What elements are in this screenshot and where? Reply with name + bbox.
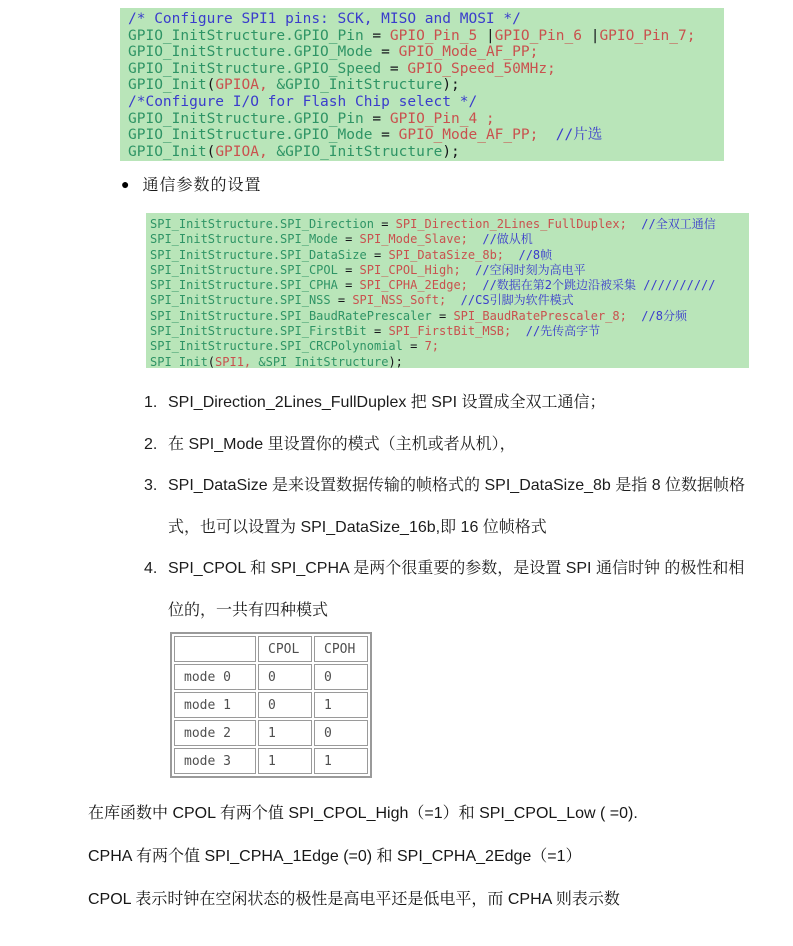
table-row [174, 692, 368, 718]
table-cell: 1 [258, 720, 312, 746]
list-item-text: SPI_CPOL 和 SPI_CPHA 是两个很重要的参数，是设置 SPI 通信时钟 的极性和相位的，一共有四种模式 [168, 560, 745, 619]
table-body [174, 664, 368, 774]
code-line: GPIO_InitStructure.GPIO_Mode = GPIO_Mode_AF_PP; [128, 44, 539, 61]
numbered-list [144, 382, 746, 632]
list-item-number: 3. [144, 477, 158, 495]
spi-code-block [146, 213, 749, 368]
code-line: GPIO_InitStructure.GPIO_Mode = GPIO_Mode_AF_PP; //片选 [128, 127, 603, 144]
code-line: SPI_InitStructure.SPI_Direction = SPI_Direction_2Lines_FullDuplex; //全双工通信 [150, 217, 716, 231]
bullet-icon: ● [121, 175, 130, 192]
list-item-text: SPI_DataSize 是来设置数据传输的帧格式的 SPI_DataSize_8b 是指 8 位数据帧格式，也可以设置为 SPI_DataSize_16b,即 16 位帧格式 [168, 477, 746, 536]
mode-table-wrap [170, 632, 372, 778]
list-item-number: 1. [144, 394, 158, 411]
table-cell: mode 2 [174, 720, 256, 746]
code-line: SPI_Init(SPI1, &SPI_InitStructure); [150, 354, 403, 368]
section-heading: 通信参数的设置 [142, 177, 262, 194]
list-item [144, 465, 746, 548]
table-cell: mode 3 [174, 748, 256, 774]
list-item [144, 382, 746, 424]
list-item [144, 548, 746, 631]
list-item-number: 2. [144, 435, 158, 453]
paragraph: CPOL 表示时钟在空闲状态的极性是高电平还是低电平，而 CPHA 则表示数 [88, 891, 620, 908]
code-line: SPI_InitStructure.SPI_FirstBit = SPI_FirstBit_MSB; //先传高字节 [150, 324, 601, 339]
table-cell: mode 0 [174, 664, 256, 690]
table-cell: 0 [314, 664, 368, 690]
list-item [144, 424, 746, 466]
code-line: GPIO_InitStructure.GPIO_Speed = GPIO_Speed_50MHz; [128, 60, 556, 77]
code-line: GPIO_Init(GPIOA, &GPIO_InitStructure); [128, 143, 460, 160]
code-line: /*Configure I/O for Flash Chip select */ [128, 93, 478, 110]
code-line: SPI_InitStructure.SPI_CPOL = SPI_CPOL_High; //空闲时刻为高电平 [150, 262, 586, 277]
code-line: GPIO_InitStructure.GPIO_Pin = GPIO_Pin_4 ; [128, 110, 495, 127]
table-cell: 1 [258, 748, 312, 774]
code-line: GPIO_Init(GPIOA, &GPIO_InitStructure); [128, 77, 460, 94]
list-item-text: 在 SPI_Mode 里设置你的模式（主机或者从机）， [168, 435, 516, 453]
table-row [174, 720, 368, 746]
table-header-cell: CPOL [258, 636, 312, 662]
table-cell: mode 1 [174, 692, 256, 718]
bottom-paragraphs [88, 792, 768, 921]
code-line: SPI_InitStructure.SPI_Mode = SPI_Mode_Slave; //做从机 [150, 232, 533, 247]
code-line: GPIO_InitStructure.GPIO_Pin = GPIO_Pin_5 |GPIO_Pin_6 |GPIO_Pin_7; [128, 27, 696, 44]
gpio-code-block [120, 8, 724, 161]
code-line: SPI_InitStructure.SPI_CPHA = SPI_CPHA_2Edge; //数据在第2个跳边沿被采集 ////////// [150, 278, 716, 293]
list-item-number: 4. [144, 560, 158, 578]
paragraph: 在库函数中 CPOL 有两个值 SPI_CPOL_High（=1）和 SPI_CPOL_Low ( =0). [88, 805, 638, 822]
code-line: SPI_InitStructure.SPI_BaudRatePrescaler = SPI_BaudRatePrescaler_8; //8分频 [150, 308, 687, 323]
table-cell: 0 [314, 720, 368, 746]
code-line: SPI_InitStructure.SPI_DataSize = SPI_DataSize_8b; //8帧 [150, 247, 553, 262]
table-header-cell [174, 636, 256, 662]
table-cell: 0 [258, 664, 312, 690]
code-line: SPI_InitStructure.SPI_NSS = SPI_NSS_Soft; //CS引脚为软件模式 [150, 293, 574, 308]
code-line: SPI_InitStructure.SPI_CRCPolynomial = 7; [150, 339, 440, 354]
spi-mode-table [170, 632, 372, 778]
table-cell: 1 [314, 692, 368, 718]
table-header-cell: CPOH [314, 636, 368, 662]
table-header-row [174, 636, 368, 662]
section-bullet-row [121, 172, 261, 195]
table-row [174, 748, 368, 774]
table-cell: 1 [314, 748, 368, 774]
table-cell: 0 [258, 692, 312, 718]
table-row [174, 664, 368, 690]
code-line: /* Configure SPI1 pins: SCK, MISO and MOSI */ [128, 11, 521, 27]
list-item-text: SPI_Direction_2Lines_FullDuplex 把 SPI 设置成全双工通信； [168, 394, 606, 411]
paragraph: CPHA 有两个值 SPI_CPHA_1Edge (=0) 和 SPI_CPHA_2Edge（=1） [88, 848, 582, 865]
